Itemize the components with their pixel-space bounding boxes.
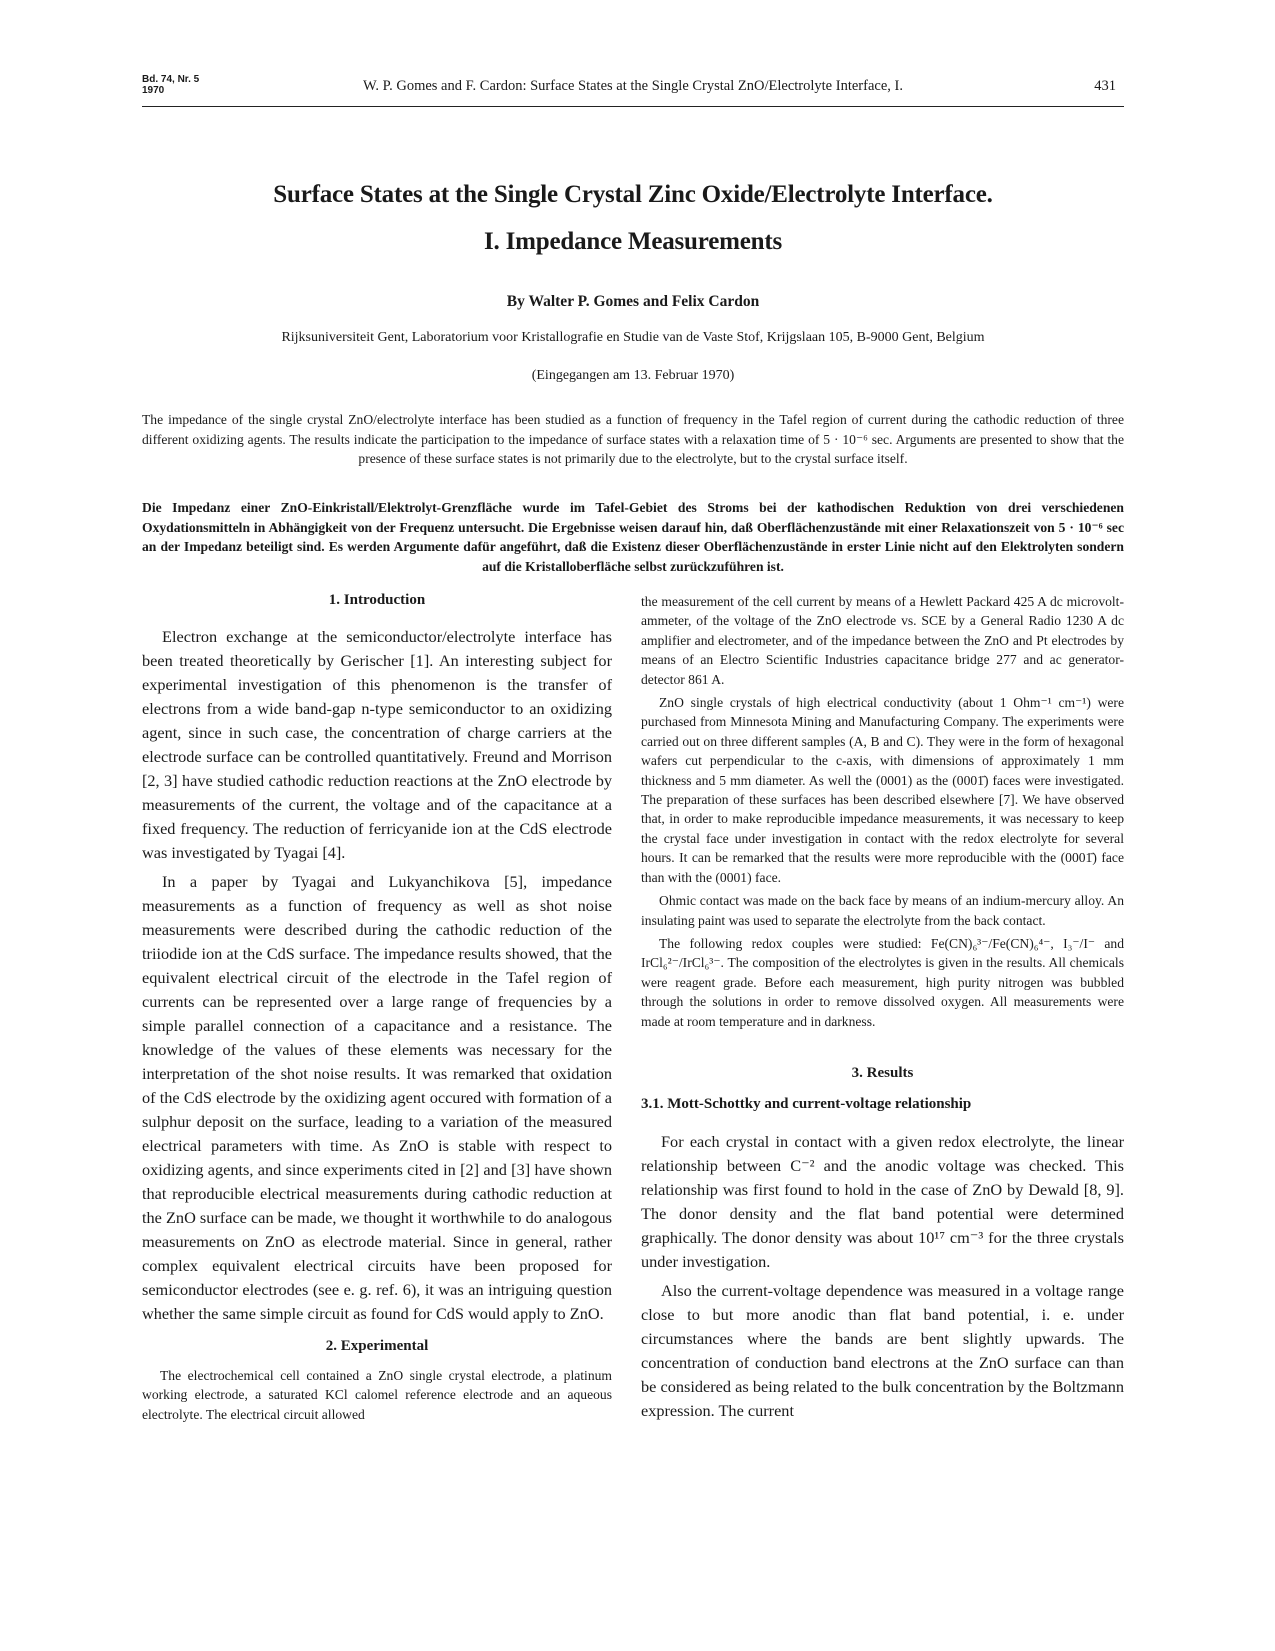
abstract-english: The impedance of the single crystal ZnO/electrolyte interface has been studied as a function of frequency in the Tafel region of current during the cathodic reduction of three different oxidizing agents. The results indicate the participation to the impedance of surface states with a relaxation time of 5 · 10⁻⁶ sec. Arguments are presented to show that the presence of these surface states is not primarily due to the electrolyte, but to the crystal surface itself.	[142, 412, 1124, 466]
experimental-paragraph-2: ZnO single crystals of high electrical conductivity (about 1 Ohm⁻¹ cm⁻¹) were purchased from Minnesota Mining and Manufacturing Company. The experiments were carried out on three different samples (A, B and C). They were in the form of hexagonal wafers cut perpendicular to the c-axis, with dimensions of approximately 1 mm thickness and 5 mm diameter. As well the (0001) as the (0001̄) faces were investigated. The preparation of these surfaces has been described elsewhere [7]. We have observed that, in order to make reproducible impedance measurements, it was necessary to keep the crystal face under investigation in contact with the redox electrolyte for several hours. It can be remarked that the results were more reproducible with the (0001̄) face than with the (0001) face.	[641, 695, 1124, 885]
volume-number: Bd. 74, Nr. 5	[142, 74, 200, 85]
affiliation: Rijksuniversiteit Gent, Laboratorium voor Kristallografie en Studie van de Vaste Stof, Krijgslaan 105, B-9000 Gent, Belgium	[281, 330, 985, 345]
section-2-heading: 2. Experimental	[325, 1338, 429, 1354]
page-number: 431	[1094, 78, 1116, 94]
intro-paragraph-2: In a paper by Tyagai and Lukyanchikova [5], impedance measurements as a function of frequency as well as shot noise measurements were described during the cathodic reduction of the triiodide ion at the CdS surface. The impedance results showed, that the equivalent electrical circuit of the electrode in the Tafel region of currents can be represented over a large range of frequencies by a simple parallel connection of a capacitance and a resistance. The knowledge of the values of these elements was necessary for the interpretation of the shot noise results. It was remarked that oxidation of the CdS electrode by the oxidizing agent occured with formation of a sulphur deposit on the surface, leading to a variation of the measured electrical parameters with time. As ZnO is stable with respect to oxidizing agents, and since experiments cited in [2] and [3] have shown that reproducible electrical measurements during cathodic reduction at the ZnO surface can be made, we thought it worthwhile to do analogous measurements on ZnO as electrode material. Since in general, rather complex equivalent electrical circuits have been proposed for semiconductor electrodes (see e. g. ref. 6), it was an intriguing question whether the same simple circuit as found for CdS would apply to ZnO.	[142, 872, 612, 1323]
volume-year: 1970	[142, 85, 165, 96]
results-paragraph-2: Also the current-voltage dependence was measured in a voltage range close to but more anodic than flat band potential, i. e. under circumstances where the bands are bent slightly upwards. The concentration of conduction band electrons at the ZnO surface can than be considered as being related to the bulk concentration by the Boltzmann expression. The current	[641, 1280, 1124, 1420]
abstract-german: Die Impedanz einer ZnO-Einkristall/Elektrolyt-Grenzfläche wurde im Tafel-Gebiet des Stroms bei der kathodischen Reduktion von drei verschiedenen Oxydationsmitteln in Abhängigkeit von der Frequenz untersucht. Die Ergebnisse weisen darauf hin, daß Oberflächenzustände mit einer Relaxationszeit von 5 · 10⁻⁶ sec an der Impedanz beteiligt sind. Es werden Argumente dafür angeführt, daß die Existenz dieser Oberflächenzustände in erster Linie nicht auf den Elektrolyten sondern auf die Kristalloberfläche selbst zurückzuführen ist.	[142, 500, 1124, 574]
subsection-3-1-heading: 3.1. Mott-Schottky and current-voltage relationship	[641, 1095, 972, 1112]
experimental-paragraph-3: Ohmic contact was made on the back face by means of an indium-mercury alloy. An insulating paint was used to separate the electrolyte from the back contact.	[641, 893, 1124, 928]
received-date: (Eingegangen am 13. Februar 1970)	[531, 368, 735, 383]
intro-paragraph-1: Electron exchange at the semiconductor/electrolyte interface has been treated theoretically by Gerischer [1]. An interesting subject for experimental investigation of this phenomenon is the transfer of electrons from a wide band-gap n-type semiconductor to an oxidizing agent, since in such case, the concentration of charge carriers at the electrode surface can be controlled quantitatively. Freund and Morrison [2, 3] have studied cathodic reduction reactions at the ZnO electrode by measurements of the current, the voltage and of the capacitance at a fixed frequency. The reduction of ferricyanide ion at the CdS electrode was investigated by Tyagai [4].	[142, 627, 612, 862]
article-title-line-2: I. Impedance Measurements	[484, 228, 782, 255]
article-title-line-1: Surface States at the Single Crystal Zinc Oxide/Electrolyte Interface.	[273, 181, 993, 208]
running-header	[142, 72, 1124, 107]
section-3-heading: 3. Results	[851, 1064, 914, 1081]
experimental-paragraph-1: The electrochemical cell contained a ZnO single crystal electrode, a platinum working electrode, a saturated KCl calomel reference electrode and an aqueous electrolyte. The electrical circuit allowed	[142, 1368, 612, 1422]
right-column	[641, 592, 1124, 1423]
authors: By Walter P. Gomes and Felix Cardon	[506, 293, 760, 310]
running-title: W. P. Gomes and F. Cardon: Surface States at the Single Crystal ZnO/Electrolyte Interface, I.	[363, 78, 903, 94]
experimental-paragraph-4: The following redox couples were studied: Fe(CN)₆³⁻/Fe(CN)₆⁴⁻, I₃⁻/I⁻ and IrCl₆²⁻/IrCl₆³⁻. The composition of the electrolytes is given in the results. All chemicals were reagent grade. Before each measurement, high purity nitrogen was bubbled through the solutions in order to remove dissolved oxygen. All measurements were made at room temperature and in darkness.	[641, 935, 1124, 1029]
experimental-paragraph-1-continued: the measurement of the cell current by means of a Hewlett Packard 425 A dc microvolt-ammeter, of the voltage of the ZnO electrode vs. SCE by a General Radio 1230 A dc amplifier and electrometer, and of the impedance between the ZnO and Pt electrodes by means of an Electro Scientific Industries capacitance bridge 277 and ac generator-detector 861 A.	[641, 594, 1124, 687]
left-column	[142, 592, 612, 1424]
results-paragraph-1: For each crystal in contact with a given redox electrolyte, the linear relationship between C⁻² and the anodic voltage was checked. This relationship was first found to hold in the case of ZnO by Dewald [8, 9]. The donor density and the flat band potential were determined graphically. The donor density was about 10¹⁷ cm⁻³ for the three crystals under investigation.	[641, 1131, 1124, 1271]
section-1-heading: 1. Introduction	[328, 592, 426, 608]
